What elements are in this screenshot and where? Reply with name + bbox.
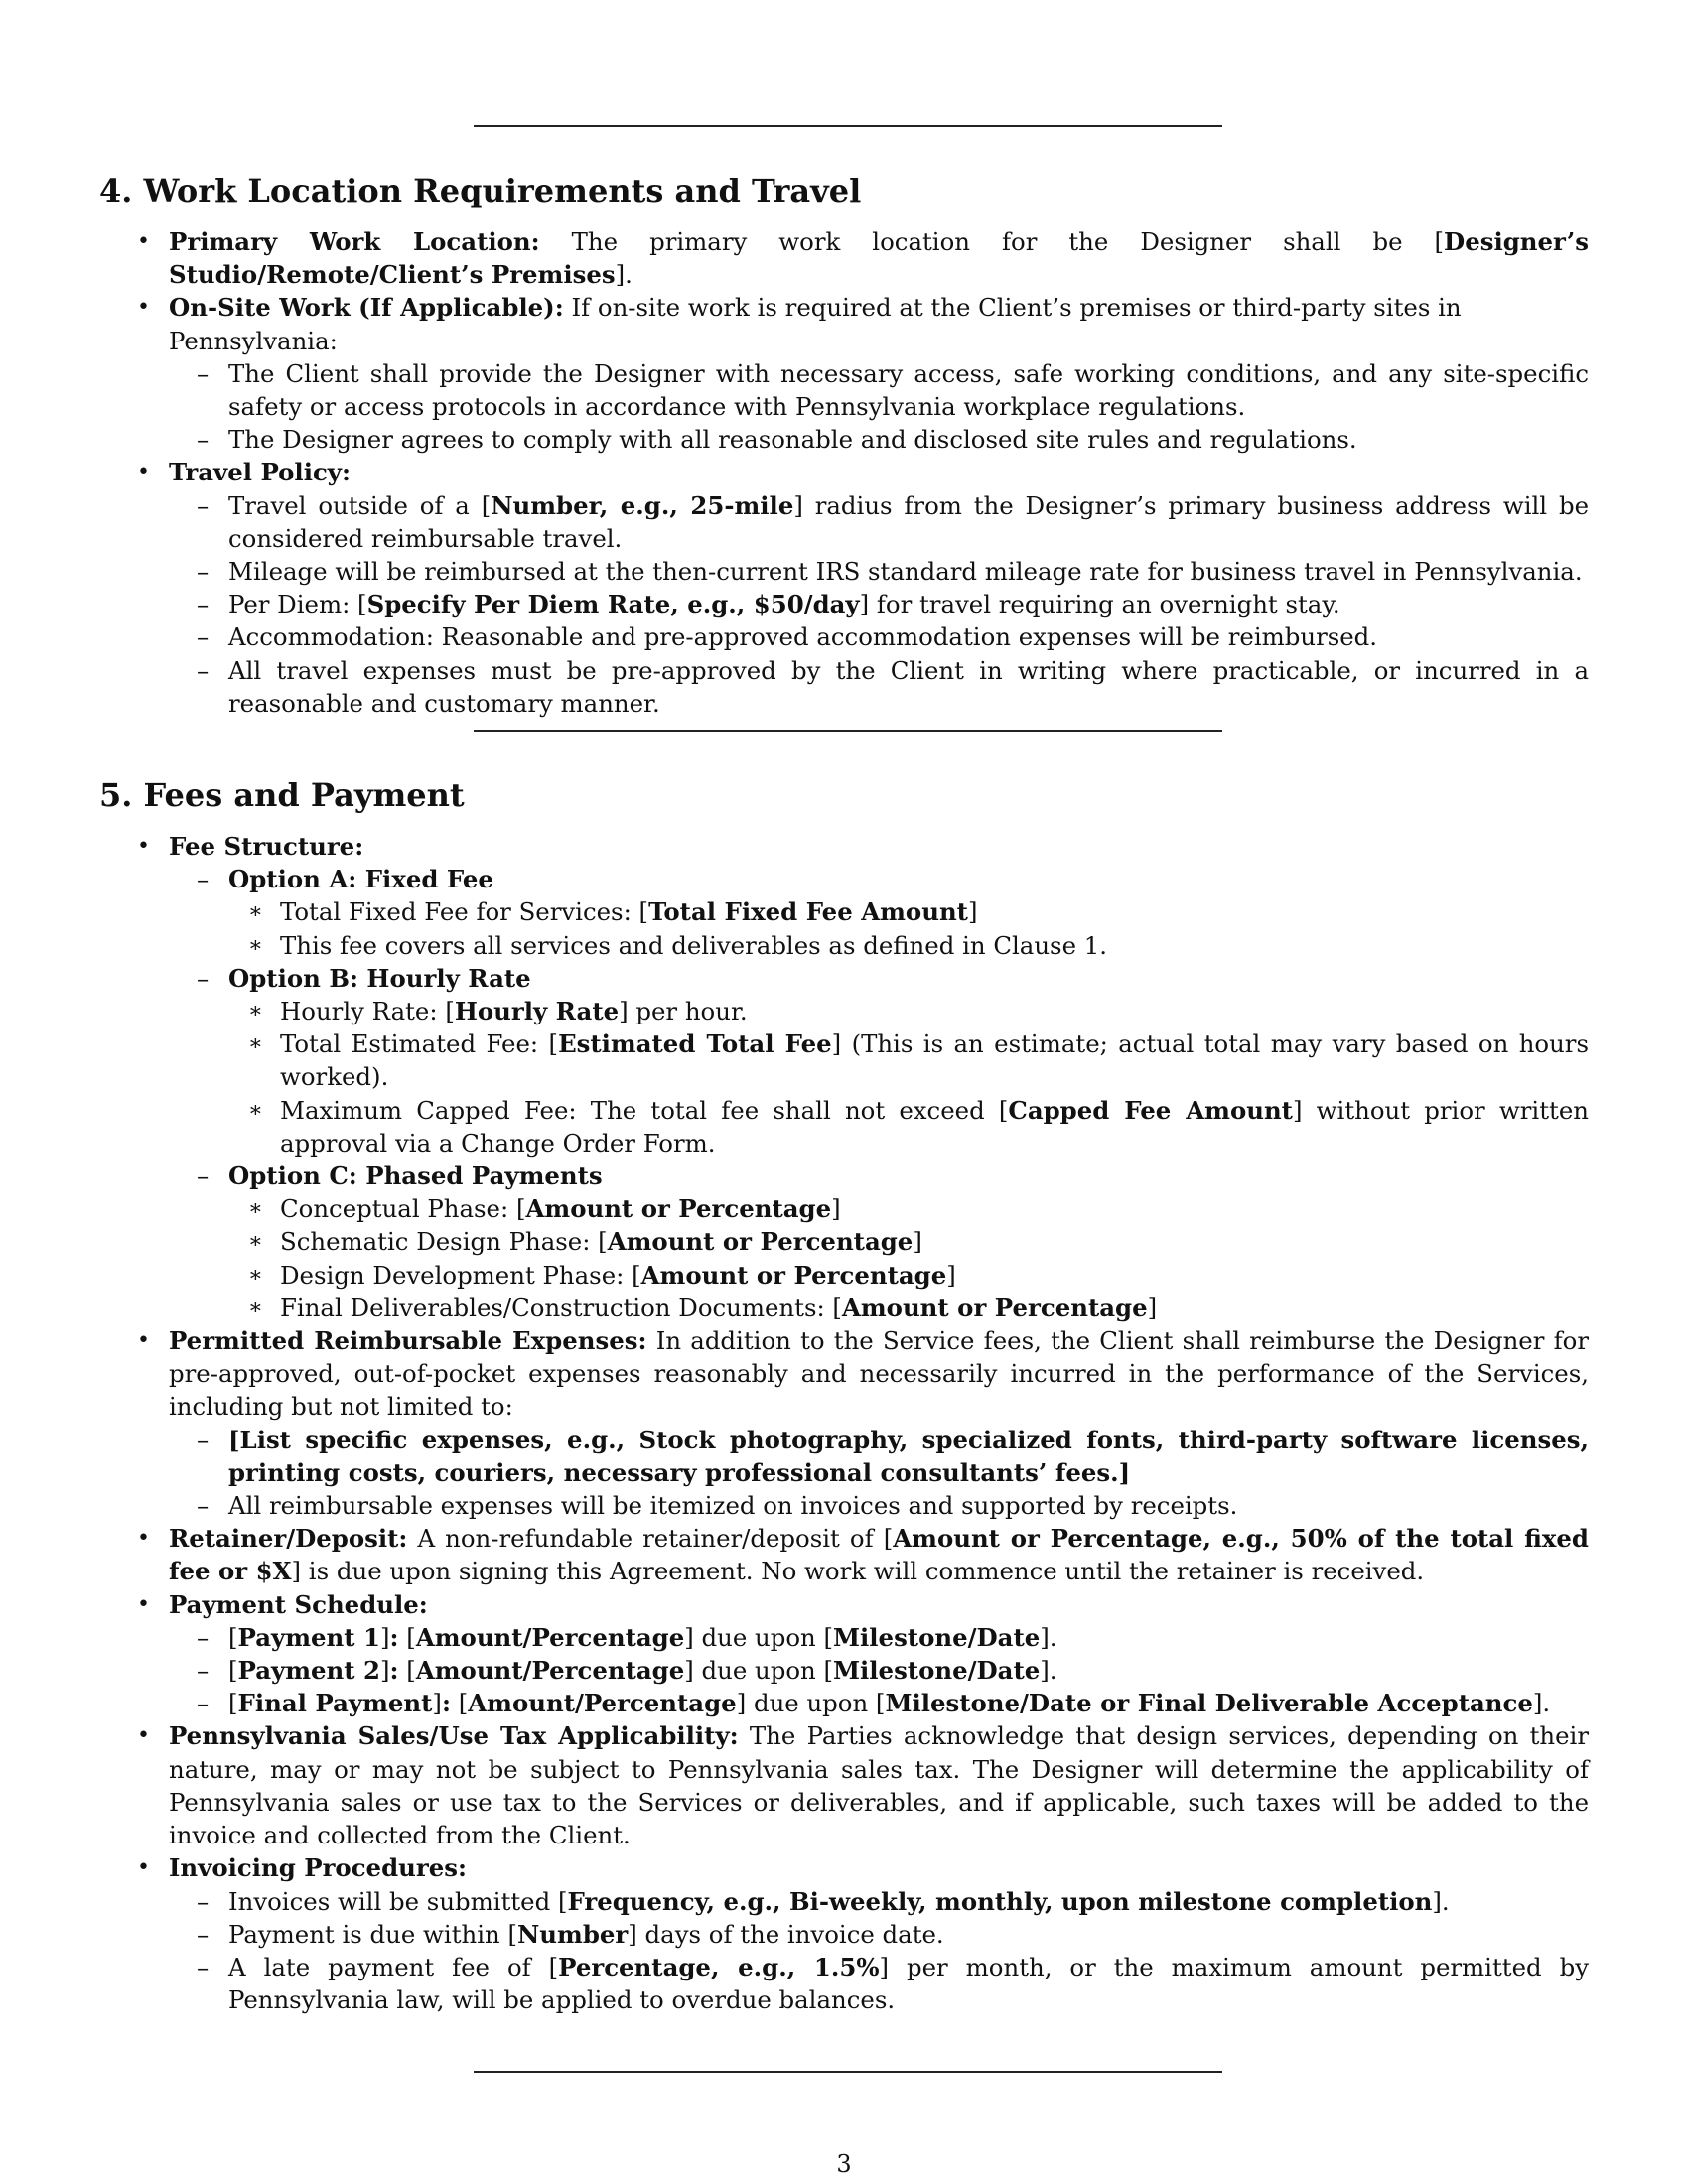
asterisk-icon: ∗: [248, 1031, 263, 1057]
list-subitem: – Per Diem: [Specify Per Diem Rate, e.g., $50/day] for travel requiring an overnight stay.: [99, 588, 1589, 620]
dash-icon: –: [197, 1622, 210, 1652]
dash-icon: –: [197, 1425, 210, 1454]
bullet-icon: •: [137, 1328, 150, 1354]
list-subsubitem: ∗ Hourly Rate: [Hourly Rate] per hour.: [99, 995, 1589, 1027]
dash-icon: –: [197, 963, 210, 993]
dash-icon: –: [197, 490, 210, 520]
asterisk-icon: ∗: [248, 1229, 263, 1255]
dash-icon: –: [197, 1491, 210, 1521]
bullet-icon: •: [137, 1526, 150, 1552]
asterisk-icon: ∗: [248, 899, 263, 925]
divider-rule: [474, 730, 1222, 732]
list-subitem-payment: – [Payment 2]: [Amount/Percentage] due upon [Milestone/Date].: [99, 1654, 1589, 1687]
section-5-title: 5. Fees and Payment: [99, 776, 465, 814]
bullet-icon: •: [137, 834, 150, 859]
bullet-icon: •: [137, 460, 150, 485]
list-subitem-option-a: – Option A: Fixed Fee: [99, 863, 1589, 895]
list-item-invoicing: • Invoicing Procedures:: [99, 1851, 1589, 1884]
section-4-list: [99, 225, 1589, 720]
document-page: [99, 0, 1589, 2184]
list-subsubitem: ∗ This fee covers all services and deliverables as defined in Clause 1.: [99, 929, 1589, 962]
bullet-icon: •: [137, 295, 150, 321]
page-number: 3: [836, 2150, 852, 2178]
asterisk-icon: ∗: [248, 1262, 263, 1288]
list-subitem: – Travel outside of a [Number, e.g., 25-mile] radius from the Designer’s primary business address will be considered reimbursable travel.: [197, 490, 1589, 553]
list-subsubitem: ∗ Maximum Capped Fee: The total fee shall not exceed [Capped Fee Amount] without prior written approval via a Change Order Form.: [248, 1095, 1589, 1158]
list-subitem: – A late payment fee of [Percentage, e.g., 1.5%] per month, or the maximum amount permitted by Pennsylvania law, will be applied to overdue balances.: [197, 1952, 1589, 2015]
list-subitem: – Invoices will be submitted [Frequency, e.g., Bi-weekly, monthly, upon milestone completion].: [99, 1885, 1589, 1918]
dash-icon: –: [197, 865, 210, 894]
list-subsubitem: ∗ Total Fixed Fee for Services: [Total Fixed Fee Amount]: [99, 895, 1589, 928]
dash-icon: –: [197, 1689, 210, 1718]
list-subitem: – The Client shall provide the Designer with necessary access, safe working conditions, and any site-specific safety or access protocols in accordance with Pennsylvania workplace regulations.: [197, 358, 1589, 422]
list-item-payment-schedule: • Payment Schedule:: [99, 1588, 1589, 1621]
list-subitem: – Accommodation: Reasonable and pre-approved accommodation expenses will be reimbursed.: [99, 620, 1589, 653]
list-item-onsite: • On-Site Work (If Applicable): If on-site work is required at the Client’s premises or third-party sites in Pennsylvania:: [137, 293, 1462, 355]
bullet-icon: •: [137, 1855, 150, 1881]
list-subsubitem: ∗ Total Estimated Fee: [Estimated Total Fee] (This is an estimate; actual total may vary based on hours worked).: [248, 1029, 1589, 1092]
list-subitem: – All travel expenses must be pre-approved by the Client in writing where practicable, or incurred in a reasonable and customary manner.: [197, 655, 1589, 718]
asterisk-icon: ∗: [248, 999, 263, 1024]
bullet-icon: •: [137, 229, 150, 254]
list-subsubitem: ∗ Final Deliverables/Construction Documents: [Amount or Percentage]: [99, 1292, 1589, 1324]
divider-rule: [474, 125, 1222, 127]
list-item-fee-structure: • Fee Structure:: [99, 830, 1589, 863]
dash-icon: –: [197, 1161, 210, 1191]
dash-icon: –: [197, 1656, 210, 1686]
dash-icon: –: [197, 655, 210, 685]
list-subitem-option-b: – Option B: Hourly Rate: [99, 962, 1589, 995]
list-item-reimbursable: • Permitted Reimbursable Expenses: In addition to the Service fees, the Client shall reimburse the Designer for pre-approved, out-of-pocket expenses reasonably and necessarily incurred in the performance of the Services, including but not limited to:: [137, 1326, 1589, 1422]
list-subsubitem: ∗ Design Development Phase: [Amount or Percentage]: [99, 1259, 1589, 1292]
dash-icon: –: [197, 1952, 210, 1981]
list-subitem: – Payment is due within [Number] days of the invoice date.: [99, 1918, 1589, 1951]
list-subsubitem: ∗ Conceptual Phase: [Amount or Percentage]: [99, 1192, 1589, 1225]
list-subitem-payment: – [Payment 1]: [Amount/Percentage] due upon [Milestone/Date].: [99, 1621, 1589, 1654]
dash-icon: –: [197, 557, 210, 587]
list-subitem: – All reimbursable expenses will be itemized on invoices and supported by receipts.: [99, 1489, 1589, 1522]
dash-icon: –: [197, 358, 210, 388]
section-4-title: 4. Work Location Requirements and Travel: [99, 172, 862, 209]
list-item-sales-tax: • Pennsylvania Sales/Use Tax Applicability: The Parties acknowledge that design services, depending on their nature, may or may not be subject to Pennsylvania sales tax. The Designer will determine the applicability of Pennsylvania sales or use tax to the Services or deliverables, and if applicable, such taxes will be added to the invoice and collected from the Client.: [137, 1721, 1589, 1850]
dash-icon: –: [197, 1919, 210, 1949]
list-subitem: – The Designer agrees to comply with all reasonable and disclosed site rules and regulations.: [99, 423, 1589, 456]
list-subitem: – Mileage will be reimbursed at the then-current IRS standard mileage rate for business travel in Pennsylvania.: [99, 555, 1589, 588]
dash-icon: –: [197, 1886, 210, 1916]
asterisk-icon: ∗: [248, 1196, 263, 1222]
list-subitem: – [List specific expenses, e.g., Stock photography, specialized fonts, third-party software licenses, printing costs, couriers, necessary professional consultants’ fees.]: [197, 1425, 1589, 1487]
list-subsubitem: ∗ Schematic Design Phase: [Amount or Percentage]: [99, 1225, 1589, 1258]
list-subitem-option-c: – Option C: Phased Payments: [99, 1160, 1589, 1192]
list-subitem-payment: – [Final Payment]: [Amount/Percentage] due upon [Milestone/Date or Final Deliverable Acceptance].: [99, 1687, 1589, 1719]
asterisk-icon: ∗: [248, 1295, 263, 1320]
asterisk-icon: ∗: [248, 1097, 263, 1123]
dash-icon: –: [197, 622, 210, 652]
bullet-icon: •: [137, 1723, 150, 1749]
list-item-travel-policy: • Travel Policy:: [99, 456, 1589, 488]
list-item-primary-location: • Primary Work Location: The primary work location for the Designer shall be [Designer’s Studio/Remote/Client’s Premises].: [137, 227, 1589, 290]
section-5-list: [99, 830, 1589, 2016]
dash-icon: –: [197, 590, 210, 619]
list-item-retainer: • Retainer/Deposit: A non-refundable retainer/deposit of [Amount or Percentage, e.g., 50% of the total fixed fee or $X] is due upon signing this Agreement. No work will commence until the retainer is received.: [137, 1524, 1589, 1586]
divider-rule: [474, 2071, 1222, 2073]
dash-icon: –: [197, 425, 210, 455]
asterisk-icon: ∗: [248, 932, 263, 958]
bullet-icon: •: [137, 1591, 150, 1617]
